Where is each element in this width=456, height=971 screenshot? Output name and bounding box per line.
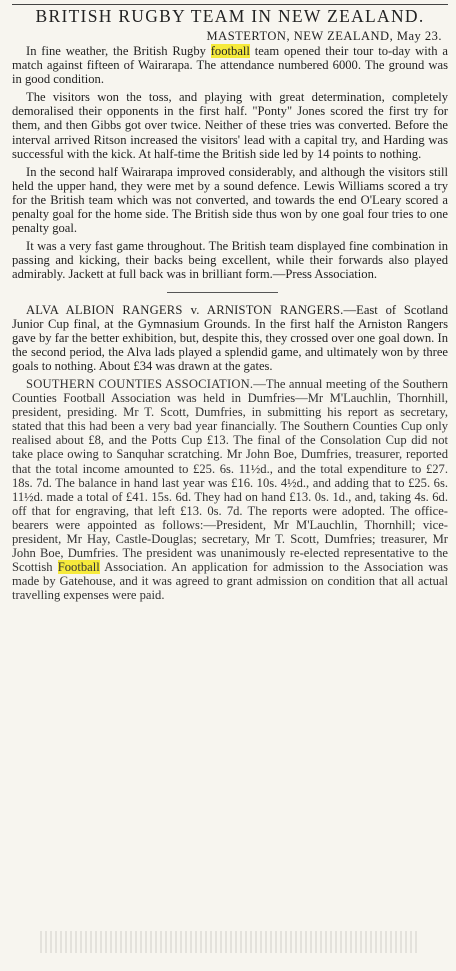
column-divider [167,292,278,293]
article-scottish-football [12,303,448,603]
dateline [12,29,442,44]
paragraph-3: In the second half Wairarapa improved considerably, and although the visitors still held the upper hand, they were met by a sound defence. Lewis Williams scored a try for the British team which was not converted, and towards the end O'Leary scored a penalty goal for the home side. The British side thus won by one goal four tries to one penalty goal. [12,164,448,236]
southern-counties-paragraph [12,377,448,603]
top-rule [12,4,448,5]
paragraph-1-text-a: In fine weather, the British Rugby [26,44,211,58]
paragraph-1-text-b: team opened their tour to-day with a match against fifteen of Wairarapa. The attendance numbered 6000. The ground was in good condition. [12,44,448,87]
alva-paragraph [12,303,448,373]
paragraph-2: The visitors won the toss, and playing with great determination, completely demoralised their opponents in the first half. "Ponty" Jones scored the first try for them, and then Gibbs got over twice. Neither of these tries was converted. Before the interval arrived Ritson increased the visitors' lead with a capital try, and Harding was successful with the kick. At half-time the British side led by 14 points to nothing. [12,90,448,161]
alva-subhead: ALVA ALBION RANGERS v. ARNISTON RANGERS. [26,302,344,317]
southern-counties-body-b: Association. An application for admission to the Association was made by Gatehouse, and it was agreed to grant admission on condition that all actual travelling expenses were paid. [12,560,449,603]
southern-counties-body-a: —The annual meeting of the Southern Counties Football Association was held in Dumfries—Mr M'Lauchlin, Thornhill, president, presiding. Mr T. Scott, Dumfries, in submitting his report as secretary, stated that this had been a very bad year financially. The Southern Counties Cup only realised about £8, and the Potts Cup £13. The final of the Consolation Cup did not take place owing to Sanquhar scratching. Mr John Boe, Dumfries, treasurer, reported that the total income amounted to £25. 6s. 11½d., and the total expenditure to £27. 18s. 7d. The balance in hand last year was £16. 10s. 4½d., and adding that to £25. 6s. 11½d. made a total of £41. 15s. 6d. They had on hand £13. 0s. 1d., and, taking 4s. 6d. off that for engraving, that left £13. 0s. 7d. The reports were adopted. The office-bearers were appointed as follows:—President, Mr M'Lauchlin, Thornhill; vice-president, Mr Hay, Castle-Douglas; secretary, Mr T. Scott, Dumfries; treasurer, Mr John Boe, Dumfries. The president was unanimously re-elected representative to the Scottish [12,376,448,575]
dateline-text: MASTERTON, NEW ZEALAND, May 23. [206,29,442,43]
highlighted-football: football [210,44,250,58]
print-smudge [40,931,420,953]
southern-counties-subhead: SOUTHERN COUNTIES ASSOCIATION. [26,376,254,391]
paragraph-1 [12,44,448,86]
headline: BRITISH RUGBY TEAM IN NEW ZEALAND. [35,6,425,26]
article-british-rugby [12,7,448,282]
paragraph-4: It was a very fast game throughout. The British team displayed fine combination in passing and kicking, their backs being excellent, while their forwards also played admirably. Jackett at full back was in brilliant form.—Press Association. [12,239,448,282]
highlighted-football-2: Football [57,560,100,575]
alva-body: —East of Scotland Junior Cup final, at the Gymnasium Grounds. In the first half the Arniston Rangers gave by far the better exhibition, but, despite this, they crossed over one goal down. In the second period, the Alva lads played a splendid game, and ultimately won by three goals to nothing. About £34 was drawn at the gates. [12,302,448,373]
